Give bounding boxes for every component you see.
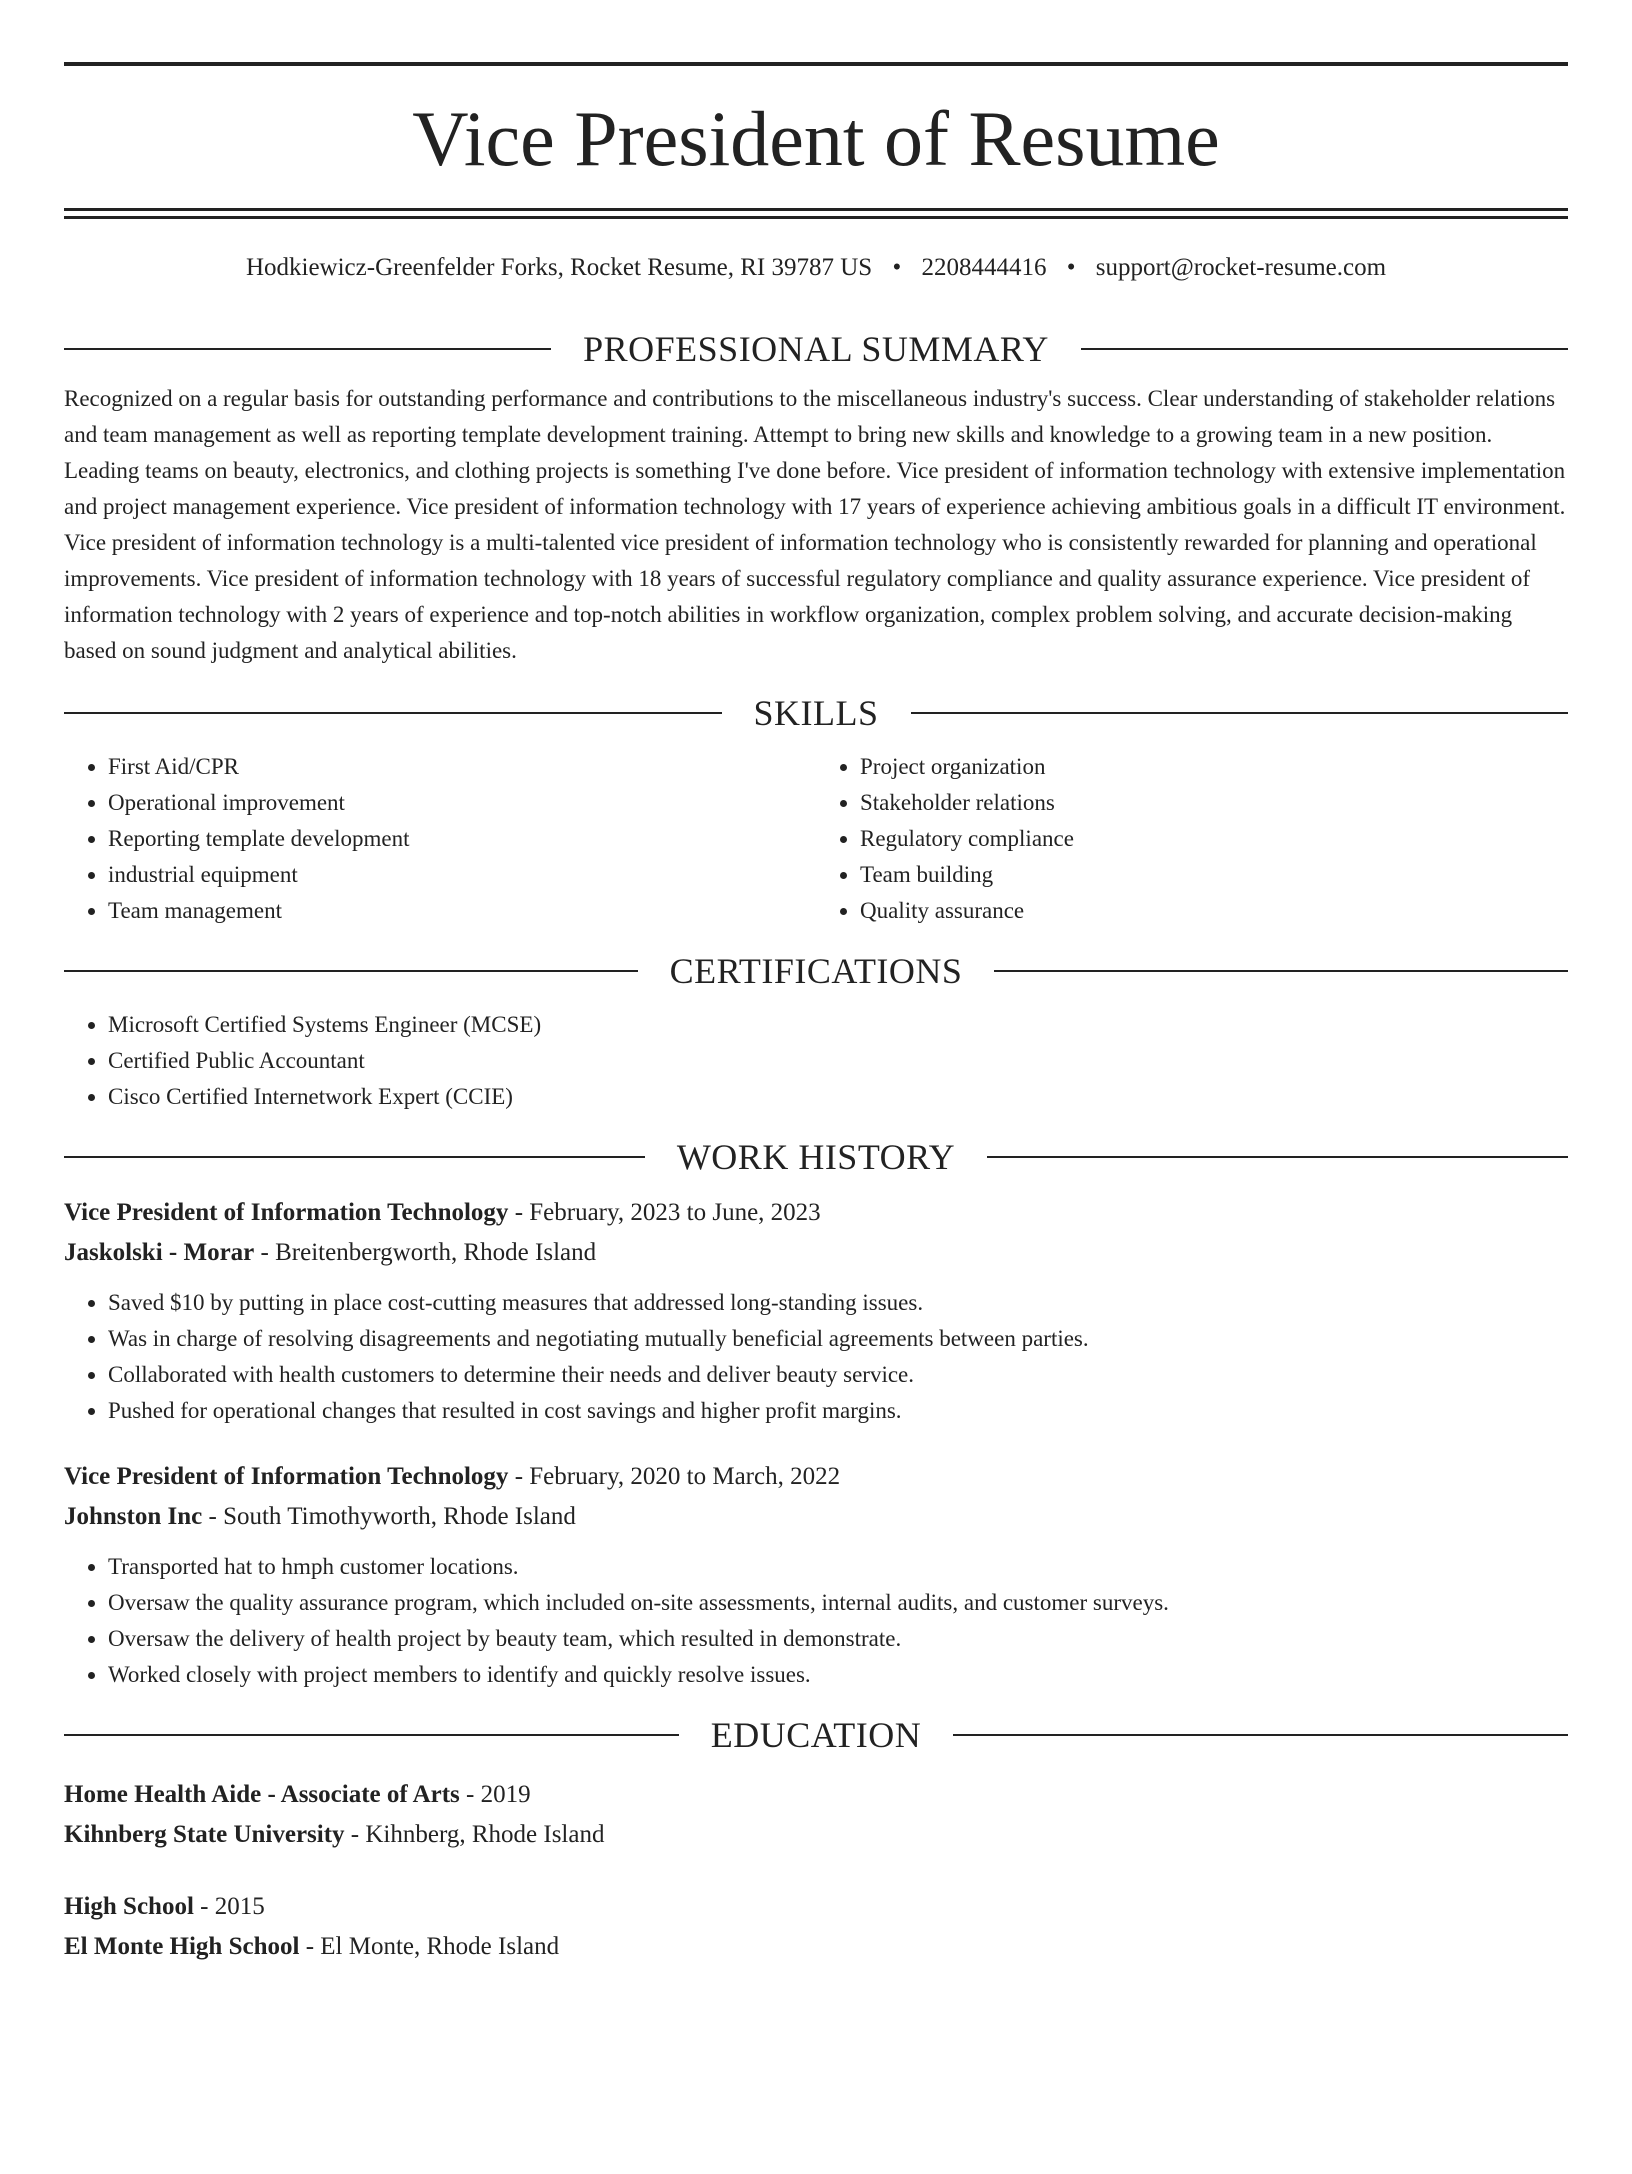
job-role: Vice President of Information Technology: [64, 1463, 509, 1490]
job-dates: February, 2020 to March, 2022: [529, 1463, 841, 1490]
certifications-list: [64, 1007, 1568, 1115]
section-label: SKILLS: [753, 693, 879, 733]
section-rule-left: [64, 970, 638, 972]
dash: -: [193, 1893, 215, 1920]
section-title-summary: [64, 329, 1568, 369]
contact-email: support@rocket-resume.com: [1095, 254, 1387, 281]
section-rule-left: [64, 1156, 645, 1158]
resume-name: Vice President of Resume: [412, 95, 1220, 182]
job-bullet: • Pushed for operational changes that resulted in cost savings and higher profit margins.: [108, 1393, 1568, 1429]
job-location: South Timothyworth, Rhode Island: [223, 1503, 576, 1530]
job-role: Vice President of Information Technology: [64, 1199, 509, 1226]
skill-item: • Project organization: [860, 749, 1568, 785]
header-double-rule: [64, 208, 1568, 219]
skills-list-left: [64, 749, 816, 929]
education-entry: [64, 1775, 1568, 1855]
section-rule-right: [1081, 348, 1568, 350]
section-title-skills: [64, 693, 1568, 733]
dash: -: [344, 1821, 366, 1848]
education-degree-line: [64, 1887, 1568, 1927]
certification-item: • Cisco Certified Internetwork Expert (CCIE): [108, 1079, 1568, 1115]
skill-item: • Regulatory compliance: [860, 821, 1568, 857]
education-entry: [64, 1887, 1568, 1967]
skill-item: • Team building: [860, 857, 1568, 893]
education-school-line: [64, 1815, 1568, 1855]
dash: -: [508, 1199, 530, 1226]
skill-item: • industrial equipment: [108, 857, 816, 893]
contact-address: Hodkiewicz-Greenfelder Forks, Rocket Resume, RI 39787 US: [245, 254, 873, 281]
education-location: El Monte, Rhode Island: [320, 1933, 560, 1960]
job-bullet: • Oversaw the delivery of health project by beauty team, which resulted in demonstrate.: [108, 1621, 1568, 1657]
job-bullet: • Collaborated with health customers to determine their needs and deliver beauty service.: [108, 1357, 1568, 1393]
section-title-work-history: [64, 1137, 1568, 1177]
job-title-line: [64, 1457, 1568, 1497]
section-title-certifications: [64, 951, 1568, 991]
skills-grid: [64, 749, 1568, 929]
job-bullet: • Saved $10 by putting in place cost-cutting measures that addressed long-standing issues.: [108, 1285, 1568, 1321]
education-school: Kihnberg State University: [64, 1821, 345, 1848]
certification-item: • Certified Public Accountant: [108, 1043, 1568, 1079]
education-school: El Monte High School: [64, 1933, 300, 1960]
section-rule-right: [994, 970, 1568, 972]
job-company: Jaskolski - Morar: [64, 1239, 255, 1266]
contact-separator: •: [892, 254, 902, 281]
dash: -: [254, 1239, 276, 1266]
section-rule-right: [911, 712, 1569, 714]
section-rule-left: [64, 712, 722, 714]
certification-item: • Microsoft Certified Systems Engineer (MCSE): [108, 1007, 1568, 1043]
job-bullet: • Oversaw the quality assurance program, which included on-site assessments, internal audits, and customer surveys.: [108, 1585, 1568, 1621]
skill-item: • Team management: [108, 893, 816, 929]
skill-item: • Reporting template development: [108, 821, 816, 857]
job-bullets: [64, 1285, 1568, 1429]
section-rule-right: [953, 1734, 1568, 1736]
contact-phone: 2208444416: [921, 254, 1047, 281]
summary-text: Recognized on a regular basis for outstanding performance and contributions to the miscellaneous industry's success. Clear understanding of stakeholder relations and team management as well as reporting template development training. Attempt to bring new skills and knowledge to a growing team in a new position. Leading teams on beauty, electronics, and clothing projects is something I've done before. Vice president of information technology with extensive implementation and project management experience. Vice president of information technology with 17 years of experience achieving ambitious goals in a difficult IT environment. Vice president of information technology is a multi-talented vice president of information technology who is consistently rewarded for planning and operational improvements. Vice president of information technology with 18 years of successful regulatory compliance and quality assurance experience. Vice president of information technology with 2 years of experience and top-notch abilities in workflow organization, complex problem solving, and accurate decision-making based on sound judgment and analytical abilities.: [64, 386, 1566, 663]
education-degree: High School: [64, 1893, 194, 1920]
job-bullet: • Transported hat to hmph customer locations.: [108, 1549, 1568, 1585]
section-label: CERTIFICATIONS: [669, 951, 963, 991]
section-title-education: [64, 1715, 1568, 1755]
education-school-line: [64, 1927, 1568, 1967]
job-entry: [64, 1193, 1568, 1429]
dash: -: [459, 1781, 481, 1808]
job-company-line: [64, 1233, 1568, 1273]
job-bullets: [64, 1549, 1568, 1693]
skill-item: • Operational improvement: [108, 785, 816, 821]
job-dates: February, 2023 to June, 2023: [529, 1199, 821, 1226]
dash: -: [299, 1933, 321, 1960]
contact-line: [64, 253, 1568, 283]
job-bullet: • Worked closely with project members to identify and quickly resolve issues.: [108, 1657, 1568, 1693]
header-top-rule: [64, 62, 1568, 66]
education-degree: Home Health Aide - Associate of Arts: [64, 1781, 460, 1808]
section-label: PROFESSIONAL SUMMARY: [583, 329, 1049, 369]
education-year: 2019: [480, 1781, 531, 1808]
skills-list-right: [816, 749, 1568, 929]
job-company: Johnston Inc: [64, 1503, 203, 1530]
education-year: 2015: [214, 1893, 265, 1920]
skill-item: • First Aid/CPR: [108, 749, 816, 785]
job-location: Breitenbergworth, Rhode Island: [275, 1239, 597, 1266]
job-bullet: • Was in charge of resolving disagreements and negotiating mutually beneficial agreements between parties.: [108, 1321, 1568, 1357]
section-rule-right: [987, 1156, 1568, 1158]
education-location: Kihnberg, Rhode Island: [365, 1821, 605, 1848]
skill-item: • Quality assurance: [860, 893, 1568, 929]
dash: -: [508, 1463, 530, 1490]
section-label: WORK HISTORY: [676, 1137, 956, 1177]
contact-separator: •: [1066, 254, 1076, 281]
section-rule-left: [64, 1734, 679, 1736]
job-title-line: [64, 1193, 1568, 1233]
skill-item: • Stakeholder relations: [860, 785, 1568, 821]
job-company-line: [64, 1497, 1568, 1537]
dash: -: [202, 1503, 224, 1530]
job-entry: [64, 1457, 1568, 1693]
section-label: EDUCATION: [710, 1715, 922, 1755]
section-rule-left: [64, 348, 551, 350]
education-degree-line: [64, 1775, 1568, 1815]
resume-page: [0, 62, 1632, 2174]
